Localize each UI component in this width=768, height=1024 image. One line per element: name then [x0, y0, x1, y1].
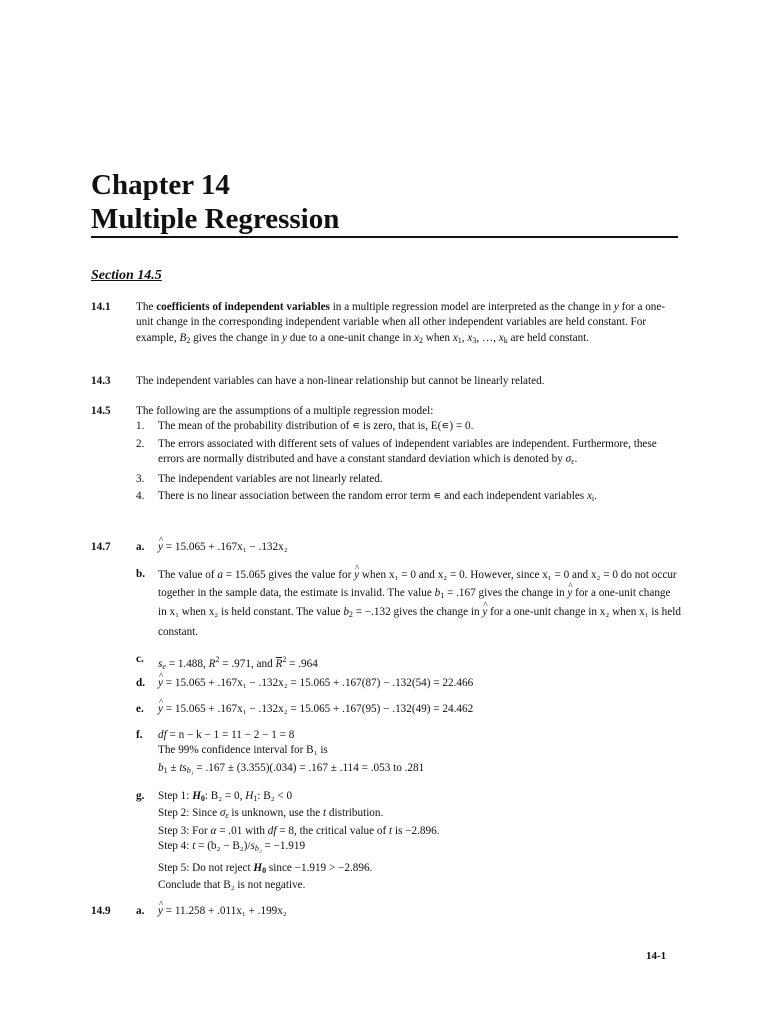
part-e: ^ y = 15.065 + .167x₁ − .132x₂ = 15.065 + .167(95) − .132(49) = 24.462 [158, 702, 681, 717]
list-item: 3. The independent variables are not linearly related. [136, 472, 383, 485]
part-f: df = n − k − 1 = 11 − 2 − 1 = 8 The 99% confidence interval for B₁ is $b_1 \pm ts_{b_1} = .167 \pm (3.355)(.034) = .167 \pm .114 = .053$ to .281 [158, 729, 425, 775]
problem-number: 14.5 [91, 405, 111, 417]
problem-number: 14.1 [91, 301, 111, 313]
list-item: 1. The mean of the probability distribution of ∊ is zero, that is, E(∊) = 0. [136, 420, 474, 433]
problem-number: 14.9 [91, 905, 111, 917]
page-number: 14-1 [646, 950, 667, 962]
part-g: Step 1: $H_0$: B₂ = 0, $H_1$: B₂ < 0 Step 2: Since $\sigma_\varepsilon$ is unknown, use the t distribution. Step 3: For α = .01 with df = 8, the critical value of t is −2.896. Step 4: $t = (b_2 - B_2)/s_{b_2} = -1.919$ Step 5: Do not reject $H_0$ since −1.919 > −2.896. Conclude that B₂ is not negative. [158, 790, 440, 892]
list-item: 4. There is no linear association between the random error term ∊ and each independent variables $x_i$. [136, 490, 597, 504]
heading-rule [91, 236, 678, 238]
problem-text: The coefficients of independent variables in a multiple regression model are interpreted as the change in y for a one-unit change in the corresponding independent variable when all other independent variables are held constant. For example, $B_2$ gives the change in y due to a one-unit change in $x_2$ when $x_1$, $x_3$, …, $x_k$ are held constant. [136, 301, 666, 345]
part-a: ^ y = 11.258 + .011x₁ + .199x₂ [158, 904, 681, 919]
problem-number: 14.7 [91, 541, 111, 553]
chapter-title: Multiple Regression [91, 203, 340, 235]
problem-text: The following are the assumptions of a multiple regression model: 1. The mean of the probability distribution of ∊ is zero, that is, E(∊) = 0. 2. The errors associated with different sets of values of independent variables are independent. Furthermore, these errors are normally distributed and have a constant standard deviation which is denoted by $\sigma_\varepsilon$. 3. The independent variables are not linearly related. 4. There is no linear association between the random error term ∊ and each independent variables $x_i$. [136, 404, 681, 506]
page: Chapter 14 Multiple Regression Section 14.5 14.1 The coefficients of independent variables in a multiple regression model are interpreted as the change in y for a one-unit change in the corresponding independent variable when all other independent variables are held constant. For example, $B_2$ gives the change in y due to a one-unit change in $x_2$ when $x_1$, $x_3$, …, $x_k$ are held constant. 14.3 The independent variables can have a non-linear relationship but cannot be linearly related. 14.5 The following are the assumptions of a multiple regression model: 1. The mean of the probability distribution of ∊ is zero, that is, E(∊) = 0. 2. The errors associated with different sets of values of independent variables are independent. Furthermore, these errors are normally distributed and have a constant standard deviation which is denoted by $\sigma_\varepsilon$. 3. The independent variables are not linearly related. 4. There is no linear association between the random error term ∊ and each independent variables $x_i$. 14.7 a. ^ y = 15.065 + .167x₁ − .132x₂ b. The value of a = 15.065 gives the value for ^ y when x₁ = 0 and x₂ = 0. However, since x₁ = 0 and x₂ = 0 do not occur together in the sample data, the estimate is invalid. The value $b_1 = .167$ gives the change in ^ y for a one-unit change in x₁ when x₂ is held constant. The value $b_2 = -.132$ gives the change in ^ y for a one-unit change in x₂ when x₁ is held constant. c. $s_e = 1.488$, $R^2 = .971$, and $R^2 = .964$ d. ^ y = 15.065 + .167x₁ − .132x₂ = 15.065 + .167(87) − .132(54) = 22.466 e. ^ y = 15.065 + .167x₁ − .132x₂ = 15.065 + .167(95) − .132(49) = 24.462 f. df = n − k − 1 = 11 − 2 − 1 = 8 The 99% confidence interval for B₁ is $b_1 \pm ts_{b_1} = .167 \pm (3.355)(.034) = .167 \pm .114 = .053$ to .281 g. Step 1: $H_0$: B₂ = 0, $H_1$: B₂ < 0 Step 2: Since $\sigma_\varepsilon$ is unknown, use the t distribution. Step 3: For α = .01 with df = 8, the critical value of t is −2.896. Step 4: $t = (b_2 - B_2)/s_{b_2} = -1.919$ Step 5: Do not reject $H_0$ since −1.919 > −2.896. Conclude that B₂ is not negative. 14.9 a. ^ y = 11.258 + .011x₁ + .199x₂ 14-1 [0, 0, 768, 1024]
chapter-heading [91, 168, 678, 236]
problem-number: 14.3 [91, 375, 111, 387]
part-d: ^ y = 15.065 + .167x₁ − .132x₂ = 15.065 + .167(87) − .132(54) = 22.466 [158, 676, 681, 691]
part-b: The value of a = 15.065 gives the value for ^ y when x₁ = 0 and x₂ = 0. However, since x₁ = 0 and x₂ = 0 do not occur together in the sample data, the estimate is invalid. The value $b_1 = .167$ gives the change in ^ y for a one-unit change in x₁ when x₂ is held constant. The value $b_2 = -.132$ gives the change in ^ y for a one-unit change in x₂ when x₁ is held constant. [158, 567, 681, 641]
chapter-number: Chapter 14 [91, 169, 230, 201]
list-item: 2. The errors associated with different sets of values of independent variables are independent. Furthermore, these errors are normally distributed and have a constant standard deviation which is denoted by $\sigma_\varepsilon$. [136, 437, 657, 467]
part-c: $s_e = 1.488$, $R^2 = .971$, and $R^2 = .964$ [158, 655, 318, 671]
problem-text: The independent variables can have a non-linear relationship but cannot be linearly related. [136, 375, 545, 387]
section-heading: Section 14.5 [91, 268, 162, 283]
part-a: ^ y = 15.065 + .167x₁ − .132x₂ [158, 540, 681, 555]
